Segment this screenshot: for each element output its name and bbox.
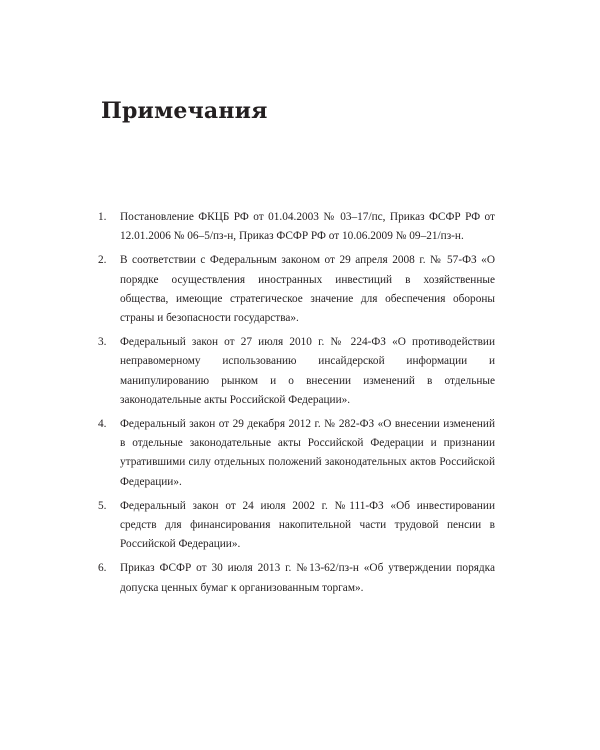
note-text: Постановление ФКЦБ РФ от 01.04.2003 № 03–17/пс, Приказ ФСФР РФ от 12.01.2006 № 06–5/пз-н, Приказ ФСФР РФ от 10.06.2009 № 09–21/пз-н. xyxy=(120,211,495,243)
note-number: 4. xyxy=(98,418,107,431)
note-number: 5. xyxy=(98,499,107,512)
note-text: Федеральный закон от 24 июля 2002 г. №111-ФЗ «Об инвестировании средств для финансирования накопительной части трудовой пенсии в Российской Федерации». xyxy=(120,499,495,551)
note-item xyxy=(98,415,495,492)
note-number: 1. xyxy=(98,211,107,223)
note-number: 6. xyxy=(98,562,107,575)
note-text: Приказ ФСФР от 30 июля 2013 г. №13-62/пз-н «Об утверждении порядка допуска ценных бумаг к организованным торгам». xyxy=(120,562,495,594)
notes-list xyxy=(98,208,495,603)
note-item xyxy=(98,559,495,597)
note-item xyxy=(98,333,495,410)
note-text: Федеральный закон от 29 декабря 2012 г. № 282-ФЗ «О внесении изменений в отдельные законодательные акты Российской Федерации и признании утратившими силу отдельных положений законодательных актов Российской Федерации». xyxy=(120,418,495,488)
note-text: В соответствии с Федеральным законом от 29 апреля 2008 г. № 57-ФЗ «О порядке осуществления иностранных инвестиций в хозяйственные общества, имеющие стратегическое значение для обеспечения обороны страны и безопасности государства». xyxy=(120,254,495,325)
note-number: 3. xyxy=(98,336,107,349)
page-title: Примечания xyxy=(101,98,268,124)
note-item xyxy=(98,497,495,555)
note-item xyxy=(98,251,495,328)
note-number: 2. xyxy=(98,254,107,267)
note-text: Федеральный закон от 27 июля 2010 г. № 224-ФЗ «О противодействии неправомерному использованию инсайдерской информации и манипулированию рынком и о внесении изменений в отдельные законодательные акты Российской Федерации». xyxy=(120,336,495,406)
note-item xyxy=(98,208,495,246)
